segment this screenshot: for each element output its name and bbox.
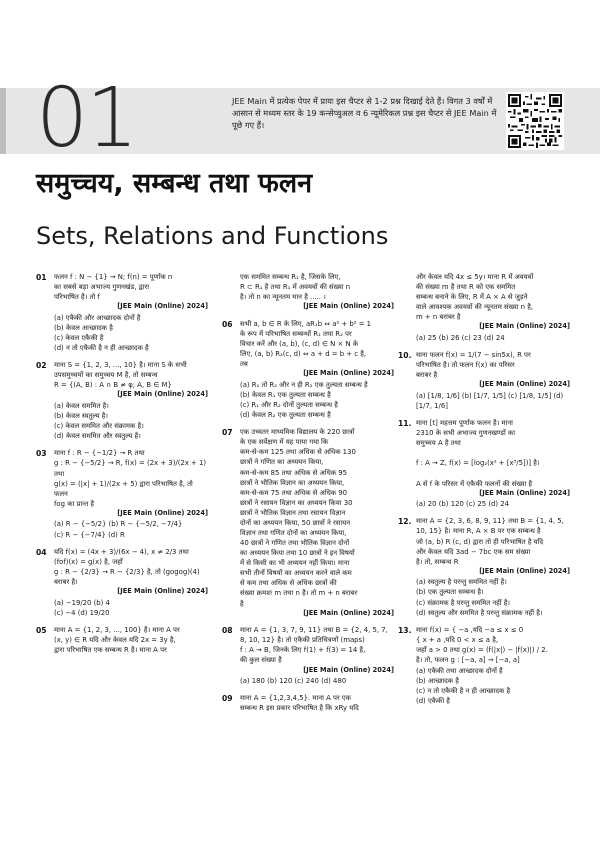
question-item [36,272,208,353]
question-source: [JEE Main (Online) 2024] [117,508,208,517]
question-text: माना [t] महत्तम पूर्णांक फलन है। माना 2310 के सभी अभाज्य गुणनखण्डों का समुच्चय A है तथा f : A → Z, f(x) = [log₂(x² + [x³/5])] है। A से f के परिसर में एकैकी फलनों की संख्या है [416,419,540,488]
question-text: फलन f : N − {1} → N; f(n) = पूर्णांक n का सबसे बड़ा अभाज्य गुणनखंड, द्वारा परिभाषित है। तो f [54,273,173,302]
question-source: [JEE Main (Online) 2024] [303,608,394,617]
question-item [222,272,394,312]
question-text: माना फलन f(x) = 1/(7 − sin5x), R पर परिभाषित है। तो फलन f(x) का परिसर बराबर है [416,351,531,380]
question-number: 09 [222,694,233,704]
question-source: [JEE Main (Online) 2024] [479,380,570,389]
answer-options: (a) R₁ तो R₂ और न ही R₂ एक तुल्यता सम्बन्ध है (b) केवल R₁ एक तुल्यता सम्बन्ध है (c) R₁ और R₂ दोनों तुल्यता सम्बन्ध है (d) केवल R₂ एक तुल्यता सम्बन्ध है [240,380,368,420]
answer-options: (a) 20 (b) 120 (c) 25 (d) 24 [416,500,510,509]
question-number: 01 [36,273,47,282]
answer-options: (a) [1/8, 1/6] (b) [1/7, 1/5] (c) [1/8, 1/5] (d) [1/7, 1/6] [416,391,564,411]
question-number: 04 [36,547,47,557]
question-text: माना A = {1,2,3,4,5}. माना A पर एक सम्बन्ध R इस प्रकार परिभाषित है कि xRy यदि [240,694,359,713]
question-item [398,350,570,411]
chapter-title-english: Sets, Relations and Functions [36,222,389,250]
question-source: [JEE Main (Online) 2024] [117,302,208,311]
question-item [398,625,570,707]
question-text: यदि f(x) = (4x + 3)/(6x − 4), x ≠ 2/3 तथा (fof)(x) = g(x) है, जहाँ g : R − {2/3} → R − {2/3} है, तो (gogog)(4) बराबर है। [54,547,200,586]
question-item [222,693,394,713]
question-column-3 [398,272,570,713]
question-text: माना S = {1, 2, 3, ..., 10} है। माना S के सभी उपसमुच्चयों का समुच्चय M है, तो सम्बन्ध R = {(A, B) : A ∩ B ≠ φ; A, B ∈ M} [54,361,187,390]
question-source: [JEE Main (Online) 2024] [479,488,570,497]
question-source: [JEE Main (Online) 2024] [117,390,208,399]
chapter-intro: JEE Main में प्रत्येक पेपर में प्रायः इस चैप्टर से 1-2 प्रश्न दिखाई देते हैं। विगत 3 वर्षों में आसान से मध्यम स्तर के 19 कन्सेप्चुअल व 6 न्यूमेरिकल प्रश्न इस चैप्टर से JEE Main में पूछे गए हैं। [232,96,497,130]
answer-options: (a) −19/20 (b) 4 (c) −4 (d) 19/20 [54,598,110,617]
question-text: माना A = {2, 3, 6, 8, 9, 11} तथा B = {1, 4, 5, 10, 15} है। माना R, A × B पर एक सम्बन्ध है जो (a, b) R (c, d) द्वारा तो ही परिभाषित है यदि और केवल यदि 3ad − 7bc एक सम संख्या है। तो, सम्बन्ध R [416,517,564,566]
question-text: माना f(x) = { −a ,यदि −a ≤ x ≤ 0 { x + a ,यदि 0 < x ≤ a है, जहाँ a > 0 तथा g(x) = (f(|x|) − |f(x)|) / 2. है। तो, फलन g : [−a, a] → [−a, a] [416,625,548,664]
question-number: 03 [36,449,47,459]
chapter-title-hindi: समुच्चय, सम्बन्ध तथा फलन [36,168,313,199]
question-item [36,547,208,618]
question-source: [JEE Main (Online) 2024] [479,566,570,575]
question-text: सभी a, b ∈ R के लिए, aR₁b ⇔ a² + b² = 1 के रूप में परिभाषित सम्बन्धों R₁ तथा R₂ पर विचार करें और (a, b), (c, d) ∈ N × N के लिए, (a, b) R₂(c, d) ⇔ a + d = b + c है, तब [240,319,372,369]
question-number: 02 [36,361,47,371]
question-item [36,448,208,539]
question-number: 08 [222,626,233,636]
question-text: माना A = {1, 3, 7, 9, 11} तथा B = {2, 4, 5, 7, 8, 10, 12} है। तो एकैकी प्रतिचित्रणों (maps) f : A → B, जिनके लिए f(1) + f(3) = 14 है, की कुल संख्या है [240,626,388,665]
question-number: 12. [398,517,412,527]
chapter-number: 01 [36,71,137,166]
answer-options: (a) केवल सममित है। (b) केवल स्वतुल्य है। (c) केवल सममित और संक्रामक है। (d) केवल सममित और स्वतुल्य है। [54,402,144,441]
question-item [36,625,208,655]
question-number: 06 [222,319,233,329]
answer-options: (a) 25 (b) 26 (c) 23 (d) 24 [416,334,505,343]
answer-options: (a) 180 (b) 120 (c) 240 (d) 480 [240,677,347,686]
qr-code-icon [506,92,564,150]
question-item [398,418,570,509]
question-source: [JEE Main (Online) 2024] [303,302,394,311]
question-text: माना A = {1, 2, 3, ..., 100} है। माना A पर (x, y) ∈ R यदि और केवल यदि 2x = 3y है, द्वारा परिभाषित एक सम्बन्ध R है। माना A पर [54,625,180,654]
question-column-2 [222,272,394,720]
question-item [398,516,570,617]
question-number: 07 [222,428,233,438]
question-item [222,427,394,618]
answer-options: (a) एकैकी और आच्छादक दोनों है (b) केवल आच्छादक है (c) केवल एकैकी है (d) न तो एकैकी है न ही आच्छादक है [54,313,149,353]
question-number: 13. [398,625,412,635]
answer-options: (a) स्वतुल्य है परन्तु सममित नहीं है। (b) एक तुल्यता सम्बन्ध है। (c) संक्रामक है परन्तु सममित नहीं है। (d) स्वतुल्य और सममित है परन्तु संक्रामक नहीं है। [416,578,543,617]
question-text: एक उच्चतर माध्यमिक विद्यालय के 220 छात्रों के एक सर्वेक्षण में यह पाया गया कि कम-से-कम 125 तथा अधिक से अधिक 130 छात्रों ने गणित का अध्ययन किया, कम-से-कम 85 तथा अधिक से अधिक 95 छात्रों ने भौतिक विज्ञान का अध्ययन किया, कम-से-कम 75 तथा अधिक से अधिक 90 छात्रों ने रसायन विज्ञान का अध्ययन किया 30 छात्रों ने भौतिक विज्ञान तथा रसायन विज्ञान दोनों का अध्ययन किया, 50 छात्रों ने रसायन विज्ञान तथा गणित दोनों का अध्ययन किया, 40 छात्रों ने गणित तथा भौतिक विज्ञान दोनों का अध्ययन किया तथा 10 छात्रों ने इन विषयों में से किसी का भी अध्ययन नहीं किया। माना सभी तीनों विषयों का अध्ययन करने वाले कम से कम तथा अधिक से अधिक छात्रों की संख्या क्रमशः m तथा n है। तो m + n बराबर है [240,428,358,608]
question-text: एक सममित सम्बन्ध R₁ है, जिसके लिए, R ⊂ R₁ है तथा R₁ में अवयवों की संख्या n है। तो n का न्यूनतम मान है ..... । [240,273,351,302]
question-number: 11. [398,419,412,429]
question-item [222,625,394,686]
question-source: [JEE Main (Online) 2024] [303,665,394,674]
question-item [36,360,208,441]
banner-accent-bar [0,88,6,154]
question-item [398,272,570,343]
answer-options: (a) एकैकी तथा आच्छादक दोनों है (b) आच्छादक है (c) न तो एकैकी है न ही आच्छादक है (d) एकैकी है [416,667,511,706]
question-number: 05 [36,625,47,635]
question-text: माना f : R − {−1/2} → R तथा g : R − {−5/2} → R, f(x) = (2x + 3)/(2x + 1) तथा g(x) = (|x| + 1)/(2x + 5) द्वारा परिभाषित है, तो फलन fog का प्रान्त है [54,449,207,508]
question-text: और केवल यदि 4x ≤ 5y। माना R में अवयवों की संख्या m है तथा R को एक सममित सम्बन्ध बनाने के लिए, R में A × A से जुड़ने वाले आवश्यक अवयवों की न्यूनतम संख्या n है, m + n बराबर है [416,273,534,322]
question-source: [JEE Main (Online) 2024] [479,322,570,331]
question-source: [JEE Main (Online) 2024] [303,369,394,378]
answer-options: (a) R − {−5/2} (b) R − {−5/2, −7/4} (c) R − {−7/4} (d) R [54,520,183,539]
question-number: 10. [398,351,412,361]
question-source: [JEE Main (Online) 2024] [117,586,208,595]
question-item [222,319,394,420]
question-column-1 [36,272,208,662]
